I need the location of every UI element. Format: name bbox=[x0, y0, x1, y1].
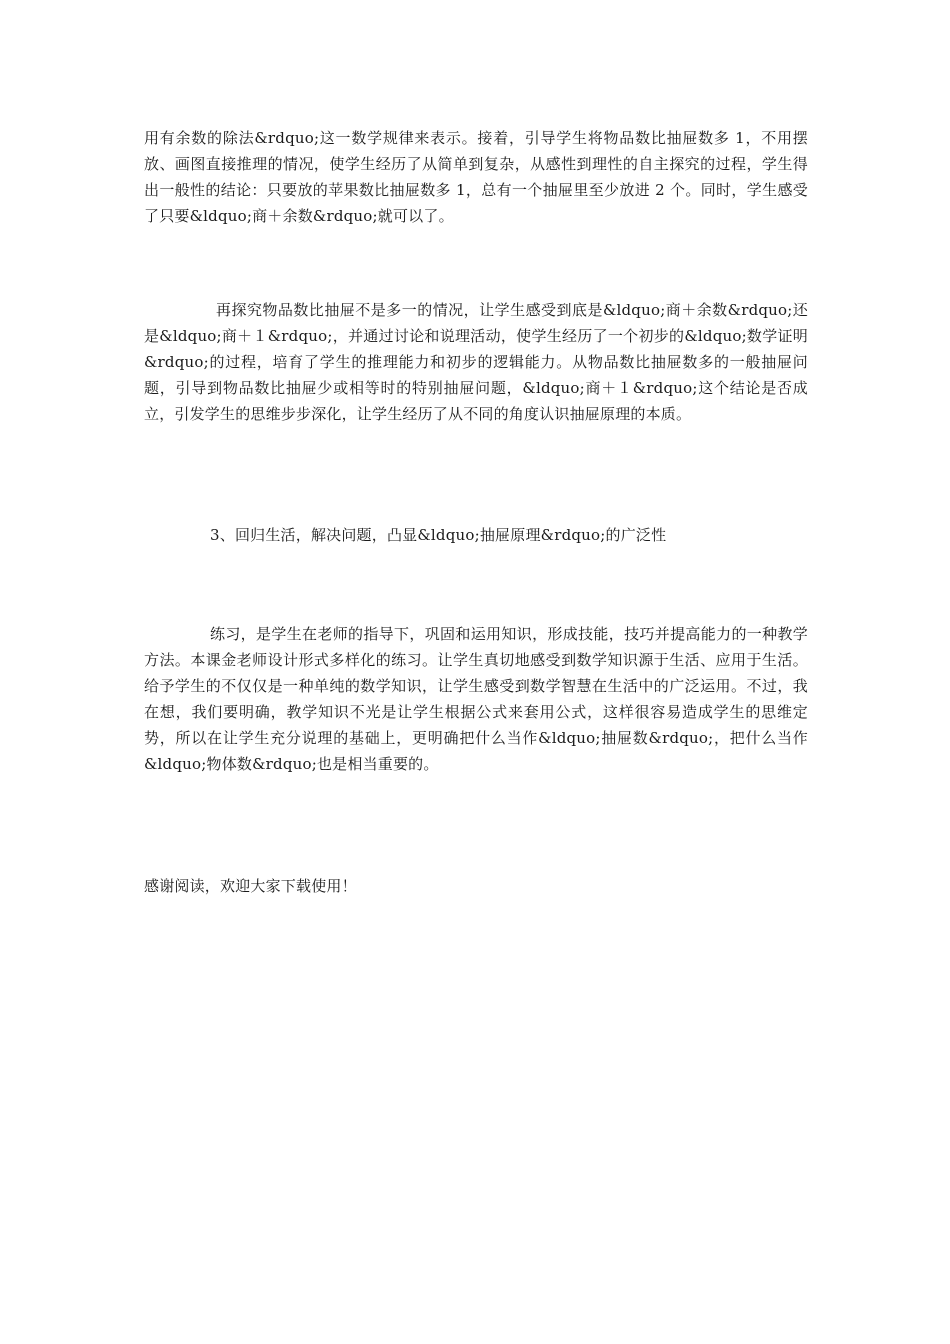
paragraph-further-exploration: 再探究物品数比抽屉不是多一的情况，让学生感受到底是&ldquo;商＋余数&rdquo;还是&ldquo;商＋１&rdquo;，并通过讨论和说理活动，使学生经历了一个初步的&ldquo;数学证明&rdquo;的过程，培育了学生的推理能力和初步的逻辑能力。从物品数比抽屉数多的一般抽屉问题，引导到物品数比抽屉少或相等时的特别抽屉问题，&ldquo;商＋１&rdquo;这个结论是否成立，引发学生的思维步步深化，让学生经历了从不同的角度认识抽屉原理的本质。 bbox=[144, 301, 808, 423]
closing-thanks: 感谢阅读，欢迎大家下载使用！ bbox=[144, 877, 357, 895]
paragraph-practice: 练习，是学生在老师的指导下，巩固和运用知识，形成技能，技巧并提高能力的一种教学方法。本课金老师设计形式多样化的练习。让学生真切地感受到数学知识源于生活、应用于生活。给予学生的不仅仅是一种单纯的数学知识，让学生感受到数学智慧在生活中的广泛运用。不过，我在想，我们要明确，教学知识不光是让学生根据公式来套用公式，这样很容易造成学生的思维定势，所以在让学生充分说理的基础上，更明确把什么当作&ldquo;抽屉数&rdquo;，把什么当作&ldquo;物体数&rdquo;也是相当重要的。 bbox=[144, 625, 808, 773]
section-heading-return-to-life: 3、回归生活，解决问题，凸显&ldquo;抽屉原理&rdquo;的广泛性 bbox=[210, 526, 667, 544]
paragraph-division-rule: 用有余数的除法&rdquo;这一数学规律来表示。接着，引导学生将物品数比抽屉数多 1，不用摆放、画图直接推理的情况，使学生经历了从简单到复杂，从感性到理性的自主探究的过程，学生得出一般性的结论：只要放的苹果数比抽屉数多 1，总有一个抽屉里至少放进 2 个。同时，学生感受了只要&ldquo;商＋余数&rdquo;就可以了。 bbox=[144, 129, 808, 225]
